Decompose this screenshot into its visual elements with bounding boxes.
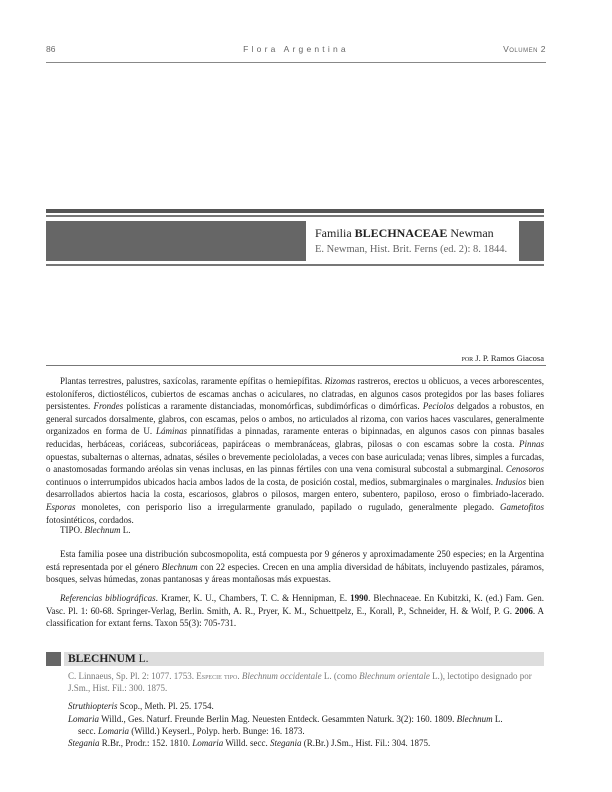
contributor-rule: [46, 365, 546, 366]
running-header: [46, 44, 546, 60]
references-paragraph: Referencias bibliográficas. Kramer, K. U., Chambers, T. C. & Hennipman, E. 1990. Blechnaceae. En Kubitzki, K. (ed.) Fam. Gen. Vasc. Pl. 1: 60-68. Springer-Verlag, Berlin. Smith, A. R., Pryer, K. M., Schuettpelz, E., Korall, P., Schneider, H. & Wolf, P. G. 2006. A classification for extant ferns. Taxon 55(3): 705-731.: [46, 593, 544, 629]
family-citation: E. Newman, Hist. Brit. Ferns (ed. 2): 8. 1844.: [315, 244, 508, 255]
family-top-rule: [46, 209, 544, 213]
genus-title: BLECHNUM L.: [68, 653, 149, 665]
page-number: 86: [46, 44, 56, 54]
genus-citation: C. Linnaeus, Sp. Pl. 2: 1077. 1753. Especie tipo. Blechnum occidentale L. (como Blechnum orientale L.), lectotipo designado por J.Sm., Hist. Fil.: 300. 1875.: [68, 671, 532, 693]
family-name: BLECHNACEAE: [354, 226, 448, 240]
family-bottom-rule: [46, 264, 544, 266]
family-description: Plantas terrestres, palustres, saxícolas, raramente epífitas o hemiepífitas. Rizomas rastreros, erectos u oblicuos, a veces arborescentes, estoloníferos, dictiostélicos, cubiertos de escamas anchas o aciculares, no clatradas, en algunos casos protegidos por las bases foliares persistentes. Frondes polísticas a raramente distanciadas, monomórficas, subdimórficas o dimórficas. Peciolos delgados a robustos, en general surcados dorsalmente, glabros, con escamas, pelos o ambos, no articulados al rizoma, con varios haces vasculares, generalmente organizados en forma de U. Láminas pinnatífidas a pinnadas, raramente enteras o bipinnadas, en algunos casos con pinnas basales reducidas, herbáceas, coriáceas, subcoriáceas, papiráceas o membranáceas, glabras, pilosas o con escamas sobre la costa. Pinnas opuestas, subalternas o alternas, adnatas, sésiles o brevemente peciololadas, a veces con base auriculada; venas libres, simples a furcadas, o anastomosadas formando aréolas sin venas inclusas, en las pinnas fértiles con una vena comisural subcostal a submarginal. Cenosoros continuos o interrumpidos ubicados hacia ambos lados de la costa, de posición costal, medios, submarginales o marginales. Indusios bien desarrollados abiertos hacia la costa, escariosos, glabros o pilosos, margen entero, subentero, papiloso, eroso o fimbriado-lacerado. Esporas monoletes, con perisporio liso a irregularmente granulado, papilado o rugulado, generalmente plegado. Gametofitos fotosintéticos, cordados.: [46, 376, 544, 525]
genus-marker: [46, 652, 61, 666]
contributor-line: por J. P. Ramos Giacosa: [461, 353, 544, 363]
synonym-line: secc. Lomaria (Willd.) Keyserl., Polyp. herb. Bunge: 16. 1873.: [78, 726, 305, 736]
synonym-line: Lomaria Willd., Ges. Naturf. Freunde Berlin Mag. Neuesten Entdeck. Gesammten Naturk. 3(2): 160. 1809. Blechnum L.: [68, 714, 503, 724]
distribution-paragraph: Esta familia posee una distribución subcosmopolita, está compuesta por 9 géneros y aproximadamente 250 especies; en la Argentina está representada por el género Blechnum con 22 especies. Crecen en una amplia diversidad de hábitats, incluyendo pastizales, páramos, bosques, selvas húmedas, zonas pantanosas y áreas montañosas más expuestas.: [46, 549, 544, 585]
family-banner-block: [46, 221, 306, 261]
family-title: Familia BLECHNACEAE Newman: [315, 226, 494, 240]
header-rule: [46, 62, 546, 63]
book-title: Flora Argentina: [243, 44, 349, 54]
family-banner-tab: [519, 221, 544, 261]
tipo-line: TIPO. Blechnum L.: [60, 525, 131, 535]
synonym-line: Struthiopteris Scop., Meth. Pl. 25. 1754.: [68, 701, 214, 711]
synonym-line: Stegania R.Br., Prodr.: 152. 1810. Lomaria Willd. secc. Stegania (R.Br.) J.Sm., Hist. Fil.: 304. 1875.: [68, 738, 431, 748]
family-top-rule-thin: [46, 215, 544, 217]
volume-label: Volumen 2: [503, 44, 546, 54]
